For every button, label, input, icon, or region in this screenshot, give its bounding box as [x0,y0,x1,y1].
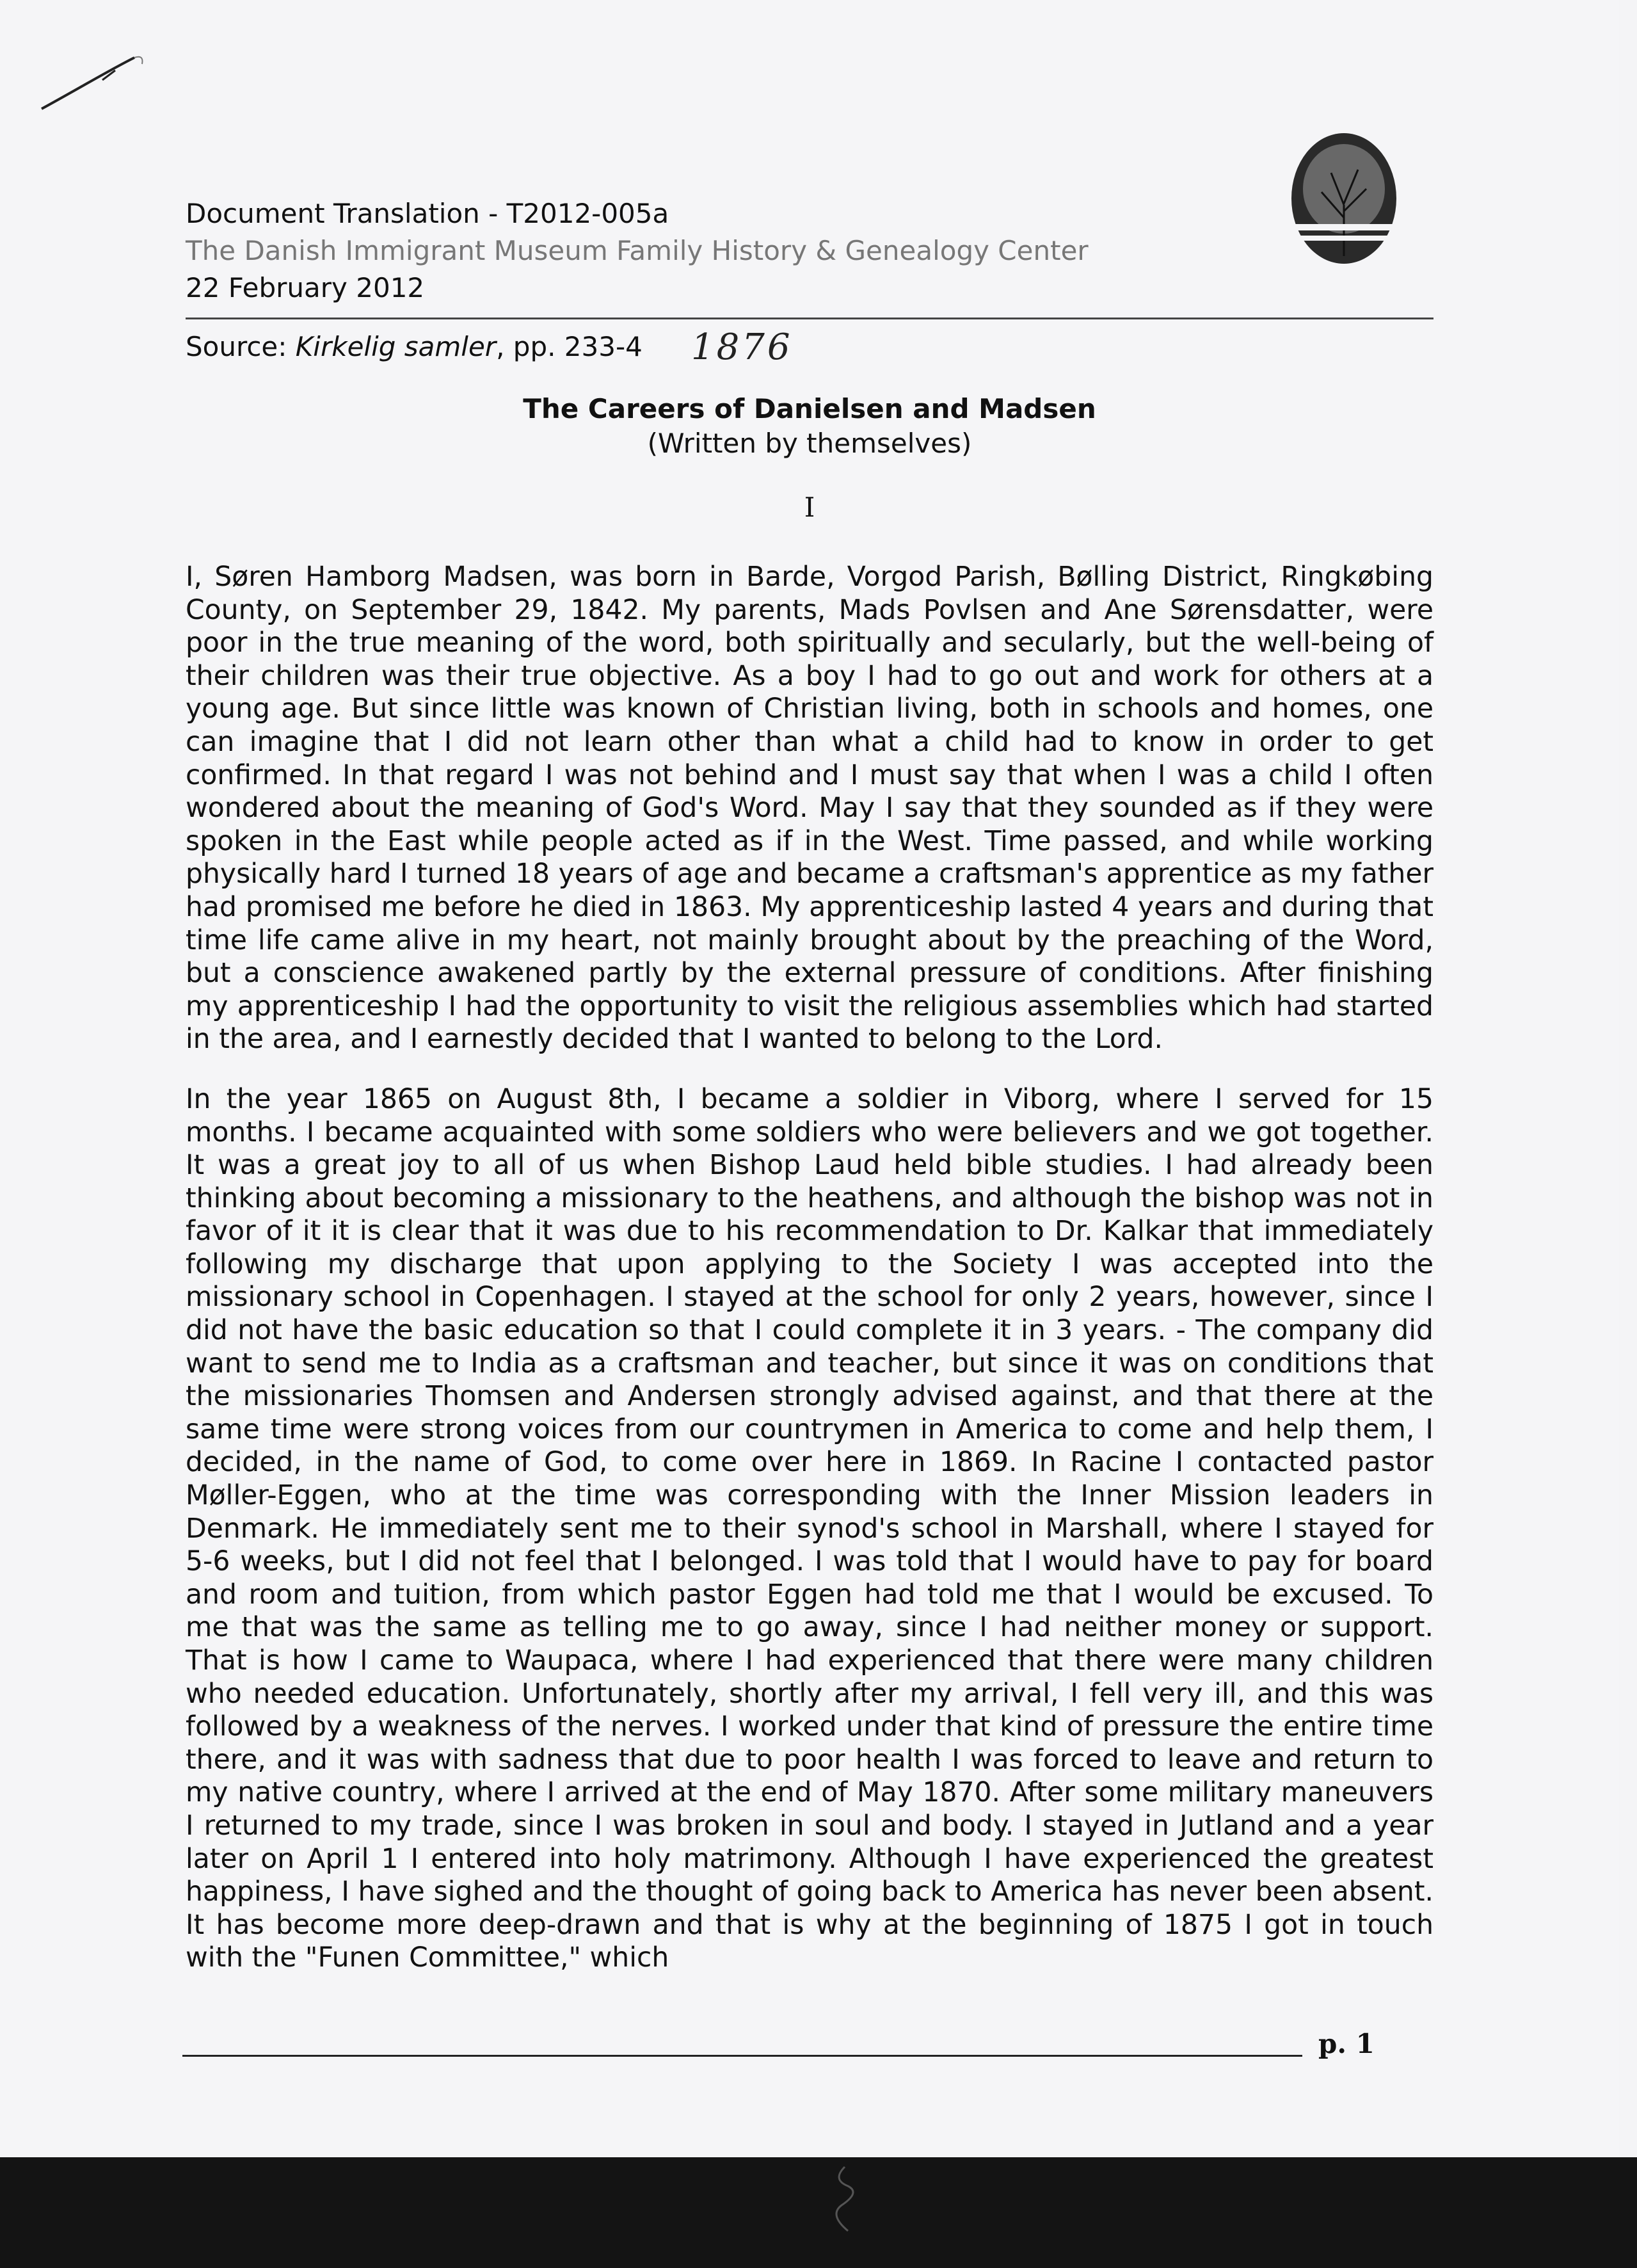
paragraph: In the year 1865 on August 8th, I became a soldier in Viborg, where I served for 15 months. I became acquainted with some soldiers who were believers and we got together. It was a great joy to all of us when Bishop Laud held bible studies. I had already been thinking about becoming a missionary to the heathens, and although the bishop was not in favor of it it is clear that it was due to his recommendation to Dr. Kalkar that immediately following my discharge that upon applying to the Society I was accepted into the missionary school in Copenhagen. I stayed at the school for only 2 years, however, since I did not have the basic education so that I could complete it in 3 years. - The company did want to send me to India as a craftsman and teacher, but since it was on conditions that the missionaries Thomsen and Andersen strongly advised against, and that there at the same time were strong voices from our countrymen in America to come and help them, I decided, in the name of God, to come over here in 1869. In Racine I contacted pastor Møller-Eggen, who at the time was corresponding with the Inner Mission leaders in Denmark. He immediately sent me to their synod's school in Marshall, where I stayed for 5-6 weeks, but I did not feel that I belonged. I was told that I would have to pay for board and room and tuition, from which pastor Eggen had told me that I would be excused. To me that was the same as telling me to go away, since I had neither money or support. That is how I came to Waupaca, where I had experienced that there were many children who needed education. Unfortunately, shortly after my arrival, I fell very ill, and this was followed by a weakness of the nerves. I worked under that kind of pressure the entire time there, and it was with sadness that due to poor health I was forced to leave and return to my native country, where I arrived at the end of May 1870. After some military maneuvers I returned to my trade, since I was broken in soul and body. I stayed in Jutland and a year later on April 1 I entered into holy matrimony. Although I have experienced the greatest happiness, I have sighed and the thought of going back to America has never been absent. It has become more deep-drawn and that is why at the beginning of 1875 I got in touch with the "Funen Committee," which [186,1083,1433,1974]
article-body [186,561,1433,2002]
handwritten-year: 1876 [691,326,793,368]
source-label: Source: [186,331,287,362]
header-divider [186,318,1433,319]
scribble-mark-icon [826,2164,864,2234]
source-line [186,328,643,366]
organization-name: The Danish Immigrant Museum Family History & Genealogy Center [186,235,1089,266]
article-subtitle: (Written by themselves) [647,428,972,459]
pen-mark-icon [38,45,147,115]
doc-date: 22 February 2012 [186,272,425,303]
source-publication: Kirkelig samler [295,331,497,362]
paragraph: I, Søren Hamborg Madsen, was born in Barde, Vorgod Parish, Bølling District, Ringkøbing County, on September 29, 1842. My parents, Mads Povlsen and Ane Sørensdatter, were poor in the true meaning of the word, both spiritually and secularly, but the well-being of their children was their true objective. As a boy I had to go out and work for others at a young age. But since little was known of Christian living, both in schools and homes, one can imagine that I did not learn other than what a child had to know in order to get confirmed. In that regard I was not behind and I must say that when I was a child I often wondered about the meaning of God's Word. May I say that they sounded as if they were spoken in the East while people acted as if in the West. Time passed, and while working physically hard I turned 18 years of age and became a craftsman's apprentice as my father had promised me before he died in 1863. My apprenticeship lasted 4 years and during that time life came alive in my heart, not mainly brought about by the preaching of the Word, but a conscience awakened partly by the external pressure of conditions. After finishing my apprenticeship I had the opportunity to visit the religious assemblies which had started in the area, and I earnestly decided that I wanted to belong to the Lord. [186,561,1433,1056]
footer-rule [182,2055,1302,2057]
source-pages: , pp. 233-4 [496,331,643,362]
doc-title: Document Translation - T2012-005a [186,198,669,229]
page-number: p. 1 [1318,2028,1375,2059]
document-header [186,195,1089,307]
article-title: The Careers of Danielsen and Madsen [523,393,1096,424]
scanner-background [0,2157,1637,2268]
section-number: I [804,492,815,523]
tree-logo-icon [1286,128,1401,269]
article-heading [186,392,1433,461]
